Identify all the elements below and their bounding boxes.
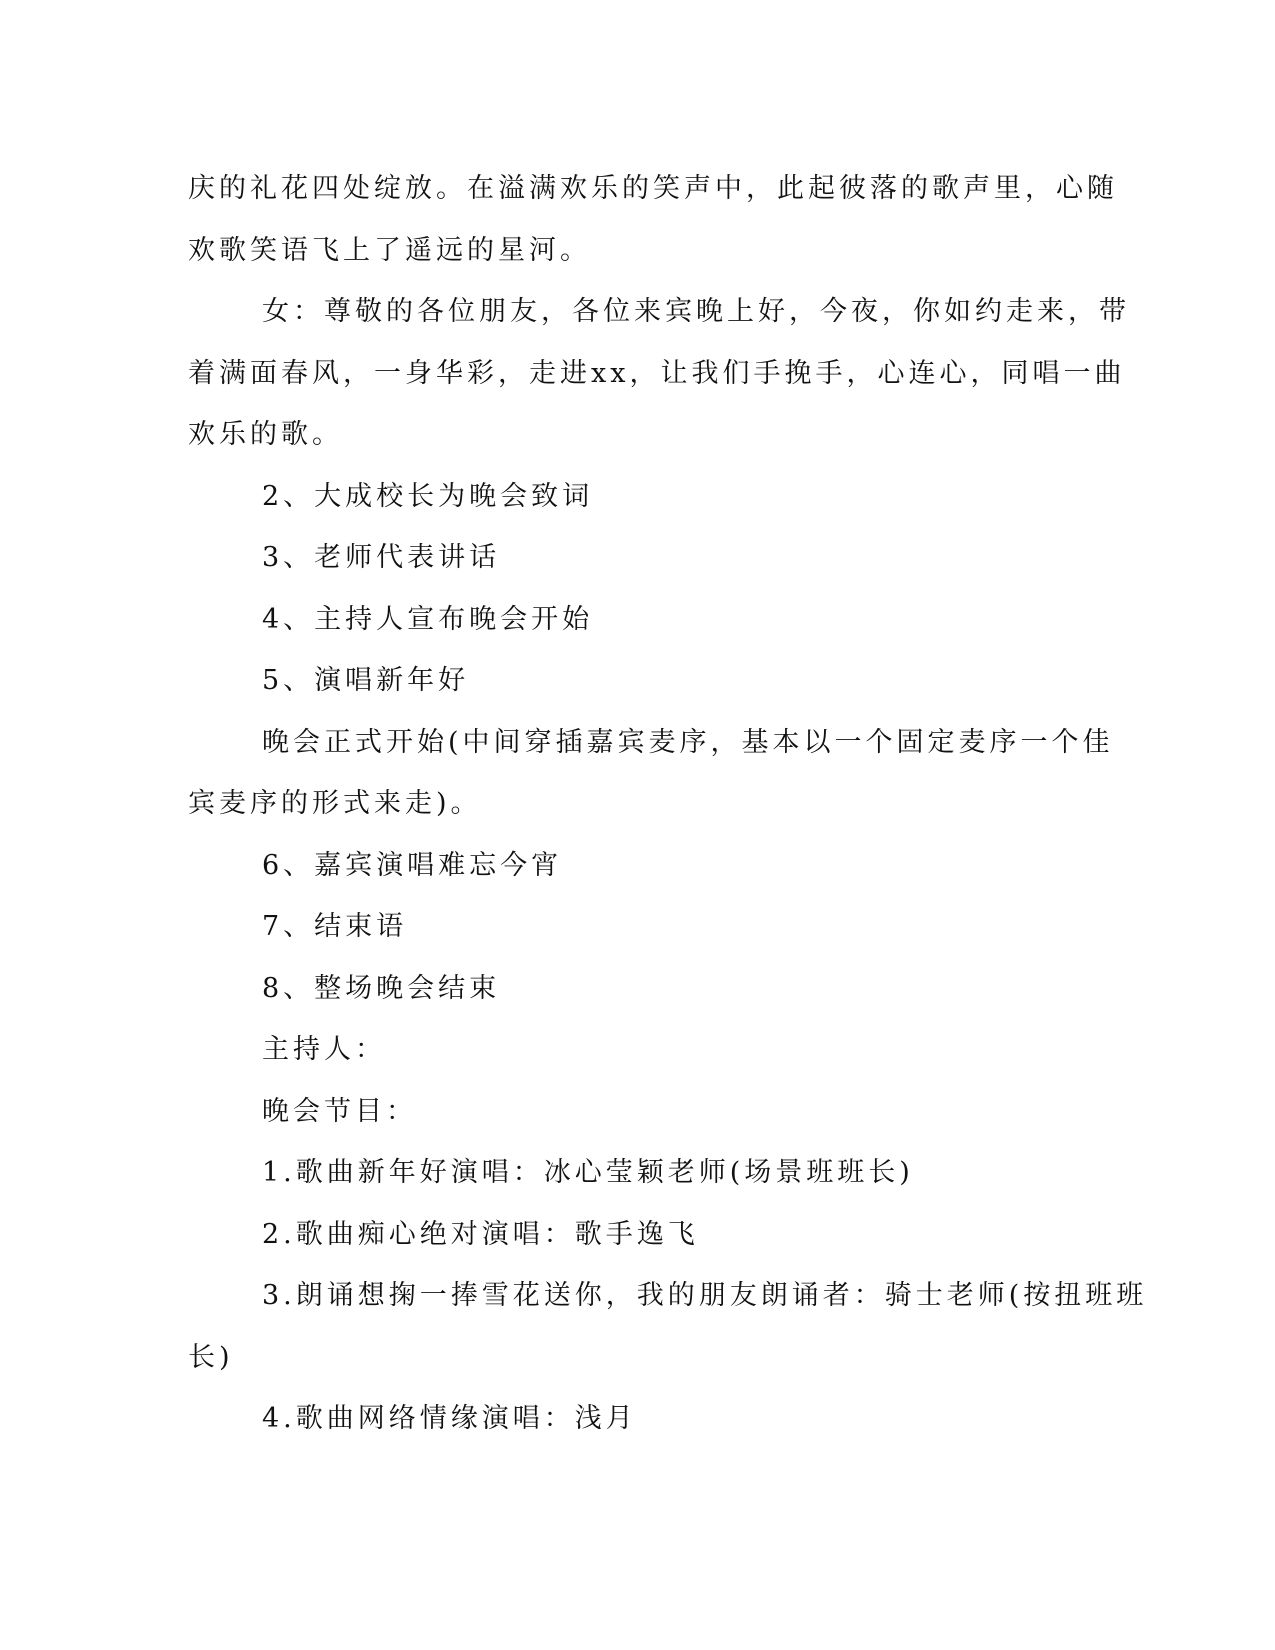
paragraph-line: 欢歌笑语飞上了遥远的星河。 xyxy=(188,234,591,266)
paragraph-line: 晚会正式开始(中间穿插嘉宾麦序，基本以一个固定麦序一个佳 xyxy=(262,726,1114,758)
program-item: 8、整场晚会结束 xyxy=(262,972,501,1004)
program-entry-continuation: 长) xyxy=(188,1341,234,1373)
paragraph-line: 欢乐的歌。 xyxy=(188,419,343,450)
program-item: 7、结束语 xyxy=(262,911,408,942)
program-entry: 3.朗诵想掬一捧雪花送你，我的朋友朗诵者：骑士老师(按扭班班 xyxy=(262,1280,1148,1311)
section-label: 晚会节目： xyxy=(262,1095,417,1127)
program-item: 6、嘉宾演唱难忘今宵 xyxy=(262,849,563,881)
document-body xyxy=(188,158,1148,1450)
paragraph-line: 女：尊敬的各位朋友，各位来宾晚上好，今夜，你如约走来，带 xyxy=(262,296,1130,327)
paragraph-line: 着满面春风，一身华彩，走进xx，让我们手挽手，心连心，同唱一曲 xyxy=(188,357,1126,389)
program-item: 5、演唱新年好 xyxy=(262,665,470,696)
program-item: 3、老师代表讲话 xyxy=(262,542,501,573)
section-label: 主持人： xyxy=(262,1034,386,1065)
program-entry: 1.歌曲新年好演唱：冰心莹颖老师(场景班班长) xyxy=(262,1157,914,1188)
program-item: 2、大成校长为晚会致词 xyxy=(262,480,594,512)
program-item: 4、主持人宣布晚会开始 xyxy=(262,603,594,635)
program-entry: 4.歌曲网络情缘演唱：浅月 xyxy=(262,1403,637,1434)
program-entry: 2.歌曲痴心绝对演唱：歌手逸飞 xyxy=(262,1218,699,1250)
paragraph-line: 宾麦序的形式来走)。 xyxy=(188,788,482,819)
paragraph-line: 庆的礼花四处绽放。在溢满欢乐的笑声中，此起彼落的歌声里，心随 xyxy=(188,173,1118,204)
